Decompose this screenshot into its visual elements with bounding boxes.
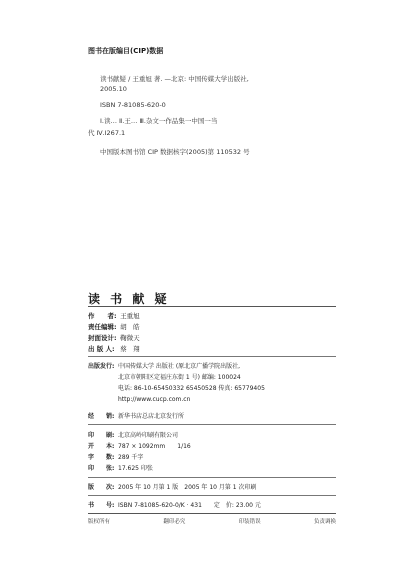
book-number-label: 书 号:: [88, 502, 115, 509]
edition: [88, 482, 257, 491]
cip-line-6: 中国版本图书馆 CIP 数据核字(2005)第 110532 号: [100, 148, 250, 156]
edition-label: 版 次:: [88, 484, 115, 491]
rule-4: [88, 477, 336, 478]
rule-5: [88, 495, 336, 496]
cip-line-5: 代 Ⅳ.I267.1: [88, 129, 126, 137]
edition-value: 2005 年 10 月第 1 版 2005 年 10 月第 1 次印刷: [118, 484, 257, 491]
publisher-line-2: 北京市朝阳区定福庄东街 1 号) 邮编: 100024: [118, 374, 241, 381]
book-number: [88, 500, 261, 509]
credit-label: 作 者:: [88, 312, 117, 320]
credit-label: 出 版 人:: [88, 345, 115, 353]
footer-item: 印装错误: [238, 519, 261, 525]
cip-isbn: ISBN 7-81085-620-0: [100, 101, 166, 109]
publisher-line-1: 中国传媒大学 出版社 (原北京广播学院出版社,: [118, 363, 241, 370]
credit-cover-design: [88, 333, 140, 342]
format-value: 787 × 1092mm 1/16: [118, 443, 191, 450]
book-title: 读 书 献 疑: [88, 292, 170, 306]
distributor: [88, 411, 184, 420]
distributor-value: 新华书店总店北京发行所: [118, 413, 185, 420]
format-label: 开 本:: [88, 443, 115, 450]
credit-label: 责任编辑:: [88, 323, 117, 331]
footer-item: 负责调换: [313, 519, 336, 525]
rule-3: [88, 424, 336, 425]
rule-2: [88, 356, 336, 357]
distributor-label: 经 销:: [88, 413, 115, 420]
wordcount-value: 289 千字: [118, 454, 144, 461]
cip-heading: 图书在版编目(CIP)数据: [88, 47, 164, 55]
credit-editor: [88, 322, 140, 331]
credit-value: 王重旭: [120, 312, 140, 320]
printing-value: 北京高岭印刷有限公司: [118, 432, 179, 439]
footer-item: 版权所有: [88, 519, 111, 525]
cip-line-4: Ⅰ.读… Ⅱ.王… Ⅲ.杂文一作品集一中国一当: [100, 117, 218, 125]
sheets-value: 17.625 印张: [118, 465, 153, 472]
credit-value: 胡 皓: [120, 323, 140, 331]
title-rule: [88, 306, 336, 307]
wordcount-label: 字 数:: [88, 454, 115, 461]
cip-line-2: 2005.10: [100, 85, 127, 93]
book-number-value: ISBN 7-81085-620-0/K · 431 定 价: 23.00 元: [118, 502, 261, 509]
credit-value: 鞠微天: [120, 334, 140, 342]
printing-label: 印 刷:: [88, 432, 115, 439]
printing-block: [88, 430, 191, 474]
credit-author: [88, 311, 140, 320]
rule-6: [88, 513, 336, 514]
publisher-label: 出版发行:: [88, 363, 115, 370]
credit-publisher-person: [88, 344, 140, 353]
publisher-url[interactable]: http://www.cucp.com.cn: [118, 396, 191, 403]
credit-value: 蔡 翔: [120, 345, 140, 353]
publisher-line-3: 电话: 86-10-65450332 65450528 传真: 65779405: [118, 385, 265, 392]
credit-label: 封面设计:: [88, 334, 117, 342]
footer-item: 翻印必究: [163, 519, 186, 525]
publisher-block: [88, 361, 265, 405]
sheets-label: 印 张:: [88, 465, 115, 472]
cip-line-1: 读书献疑 / 王重旭 著. —北京: 中国传媒大学出版社,: [100, 75, 249, 83]
footer-notice: [88, 517, 336, 525]
